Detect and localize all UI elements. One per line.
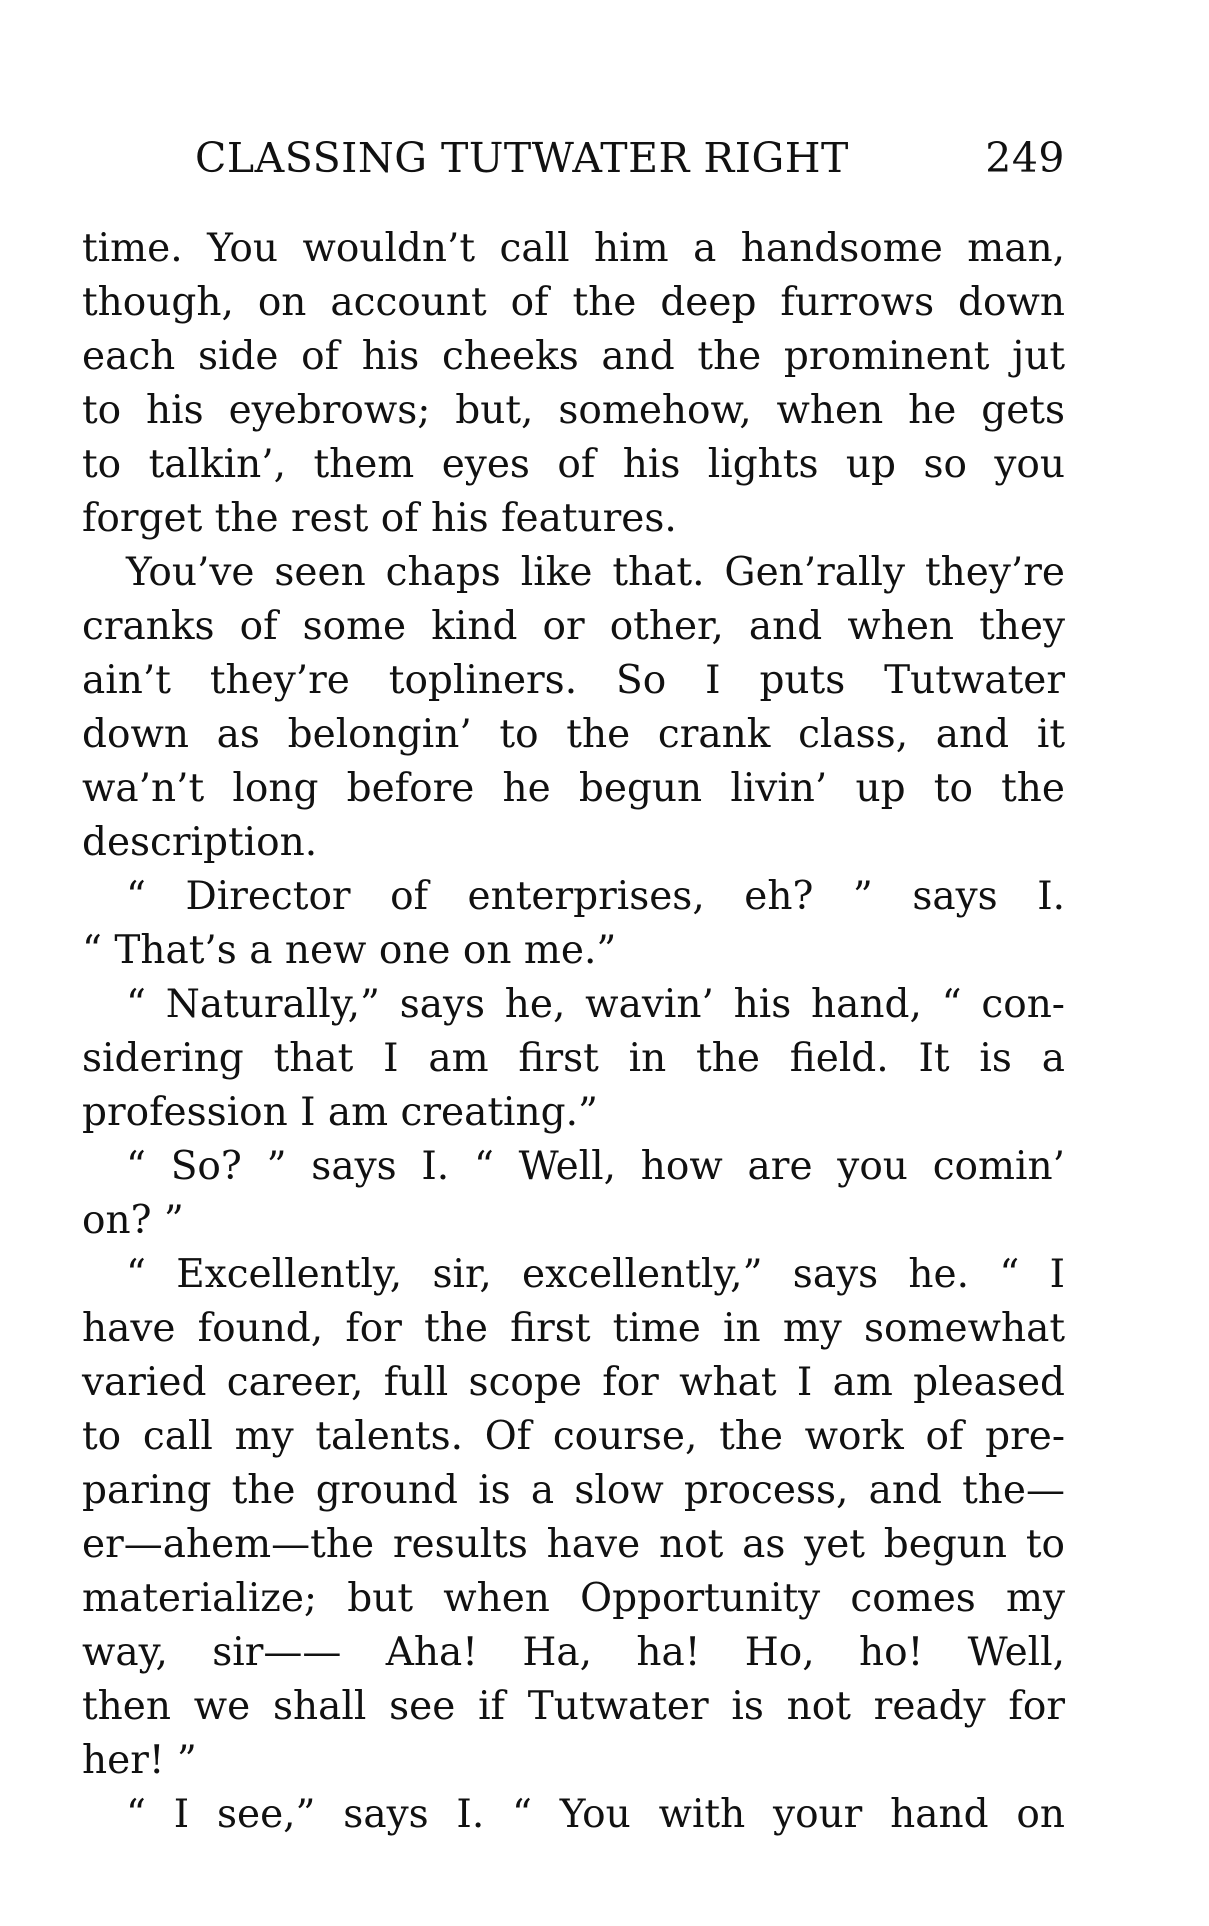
text-line: “ Excellently, sir, excellently,” says he. “ I — [126, 1252, 1065, 1297]
text-line: “ Director of enterprises, eh? ” says I. — [126, 874, 1065, 919]
text-line: er—ahem—the results have not as yet begun to — [82, 1522, 1065, 1567]
text-line: then we shall see if Tutwater is not ready for — [82, 1684, 1065, 1729]
text-line: “ So? ” says I. “ Well, how are you comin’ — [126, 1144, 1065, 1189]
text-line: to call my talents. Of course, the work of pre- — [82, 1414, 1065, 1459]
text-line: have found, for the first time in my somewhat — [82, 1306, 1065, 1351]
body-text — [82, 222, 1065, 1842]
text-line: You’ve seen chaps like that. Gen’rally they’re — [126, 550, 1065, 595]
text-line: to his eyebrows; but, somehow, when he gets — [82, 388, 1065, 433]
text-line: way, sir—— Aha! Ha, ha! Ho, ho! Well, — [82, 1630, 1065, 1675]
running-head — [195, 134, 1065, 184]
text-line: “ Naturally,” says he, wavin’ his hand, “ con- — [126, 982, 1065, 1027]
text-line: profession I am creating.” — [82, 1090, 598, 1135]
text-line: sidering that I am first in the field. It is a — [82, 1036, 1065, 1081]
text-line: her! ” — [82, 1738, 197, 1783]
text-line: forget the rest of his features. — [82, 496, 677, 541]
text-line: ain’t they’re topliners. So I puts Tutwater — [82, 658, 1065, 703]
text-line: “ I see,” says I. “ You with your hand on — [126, 1792, 1065, 1837]
text-line: wa’n’t long before he begun livin’ up to the — [82, 766, 1065, 811]
text-line: on? ” — [82, 1198, 184, 1243]
text-line: down as belongin’ to the crank class, and it — [82, 712, 1065, 757]
chapter-title: CLASSING TUTWATER RIGHT — [195, 134, 849, 182]
text-line: though, on account of the deep furrows down — [82, 280, 1065, 325]
text-line: each side of his cheeks and the prominent jut — [82, 334, 1065, 379]
text-line: to talkin’, them eyes of his lights up so you — [82, 442, 1065, 487]
page-number: 249 — [985, 134, 1065, 182]
text-line: description. — [82, 820, 318, 865]
text-line: cranks of some kind or other, and when they — [82, 604, 1065, 649]
text-line: paring the ground is a slow process, and the— — [82, 1468, 1065, 1513]
text-line: materialize; but when Opportunity comes my — [82, 1576, 1065, 1621]
text-line: “ That’s a new one on me.” — [82, 928, 617, 973]
text-line: time. You wouldn’t call him a handsome man, — [82, 226, 1065, 271]
text-line: varied career, full scope for what I am pleased — [82, 1360, 1065, 1405]
